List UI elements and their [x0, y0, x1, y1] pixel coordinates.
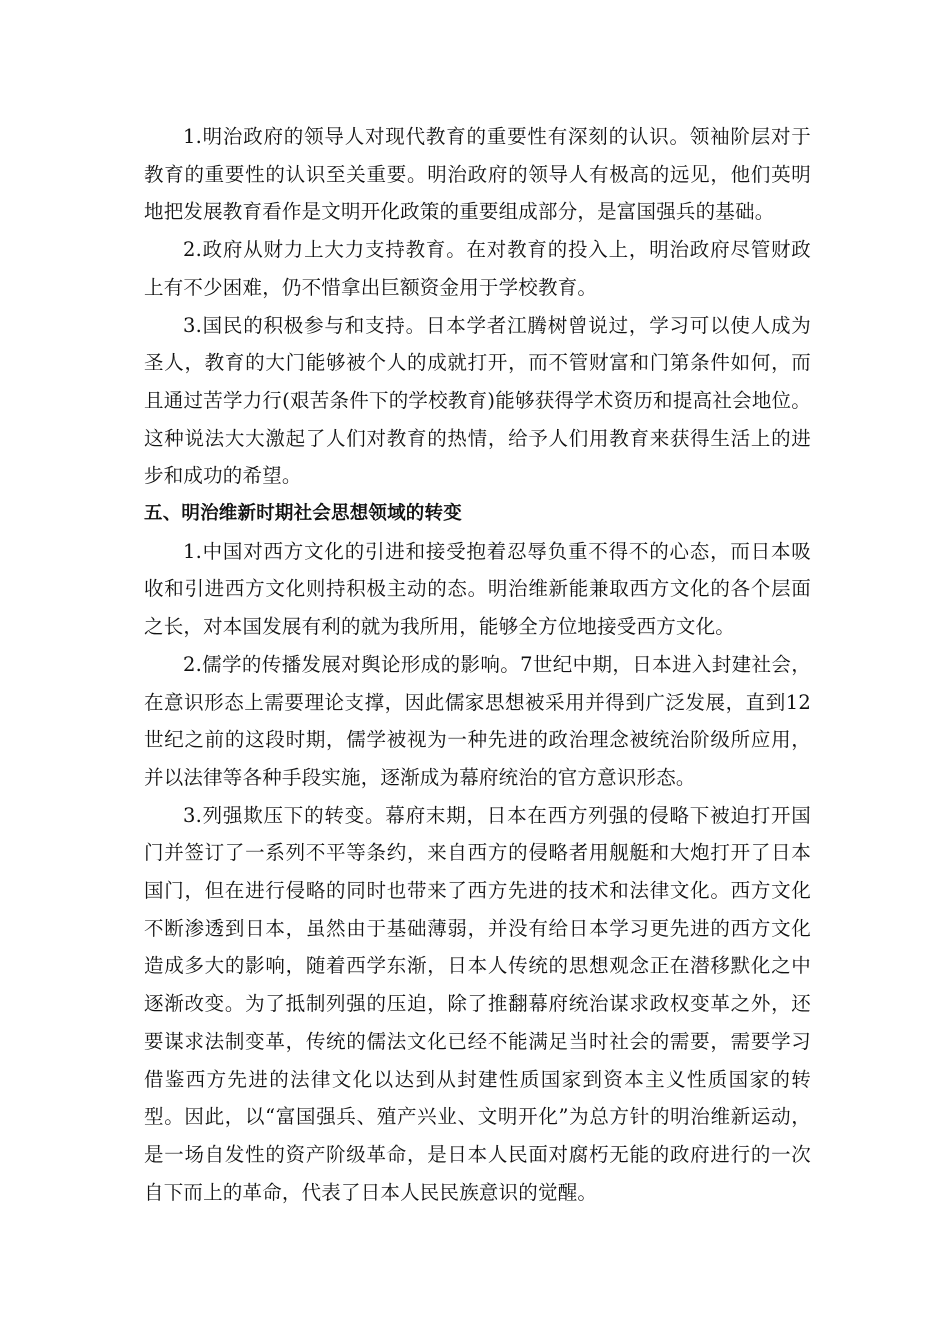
- section-heading: 五、明治维新时期社会思想领域的转变: [144, 503, 462, 525]
- paragraph-western-culture: 1.中国对西方文化的引进和接受抱着忍辱负重不得不的心态，而日本吸收和引进西方文化则持积极主动的态。明治维新能兼取西方文化的各个层面之长，对本国发展有利的就为我所用，能够全方位地接受西方文化。: [144, 539, 811, 639]
- paragraph-government-funding: 2.政府从财力上大力支持教育。在对教育的投入上，明治政府尽管财政上有不少困难，仍不惜拿出巨额资金用于学校教育。: [144, 238, 811, 299]
- paragraph-leaders-education: 1.明治政府的领导人对现代教育的重要性有深刻的认识。领袖阶层对于教育的重要性的认识至关重要。明治政府的领导人有极高的远见，他们英明地把发展教育看作是文明开化政策的重要组成部分，是富国强兵的基础。: [144, 125, 811, 224]
- document-body: [144, 118, 811, 1211]
- paragraph-foreign-pressure: 3.列强欺压下的转变。幕府末期，日本在西方列强的侵略下被迫打开国门并签订了一系列不平等条约，来自西方的侵略者用舰艇和大炮打开了日本国门，但在进行侵略的同时也带来了西方先进的技术和法律文化。西方文化不断渗透到日本，虽然由于基础薄弱，并没有给日本学习更先进的西方文化造成多大的影响，随着西学东渐，日本人传统的思想观念正在潜移默化之中逐渐改变。为了抵制列强的压迫，除了推翻幕府统治谋求政权变革之外，还要谋求法制变革，传统的儒法文化已经不能满足当时社会的需要，需要学习借鉴西方先进的法律文化以达到从封建性质国家到资本主义性质国家的转型。因此，以“富国强兵、殖产兴业、文明开化”为总方针的明治维新运动，是一场自发性的资产阶级革命，是日本人民面对腐朽无能的政府进行的一次自下而上的革命，代表了日本人民民族意识的觉醒。: [144, 803, 811, 1204]
- paragraph-confucianism: 2.儒学的传播发展对舆论形成的影响。7世纪中期，日本进入封建社会，在意识形态上需要理论支撑，因此儒家思想被采用并得到广泛发展，直到12世纪之前的这段时期，儒学被视为一种先进的政治理念被统治阶级所应用，并以法律等各种手段实施，逐渐成为幕府统治的官方意识形态。: [144, 652, 811, 789]
- paragraph-public-participation: 3.国民的积极参与和支持。日本学者江腾树曾说过，学习可以使人成为圣人，教育的大门能够被个人的成就打开，而不管财富和门第条件如何，而且通过苦学力行(艰苦条件下的学校教育)能够获得学术资历和提高社会地位。这种说法大大激起了人们对教育的热情，给予人们用教育来获得生活上的进步和成功的希望。: [144, 313, 811, 488]
